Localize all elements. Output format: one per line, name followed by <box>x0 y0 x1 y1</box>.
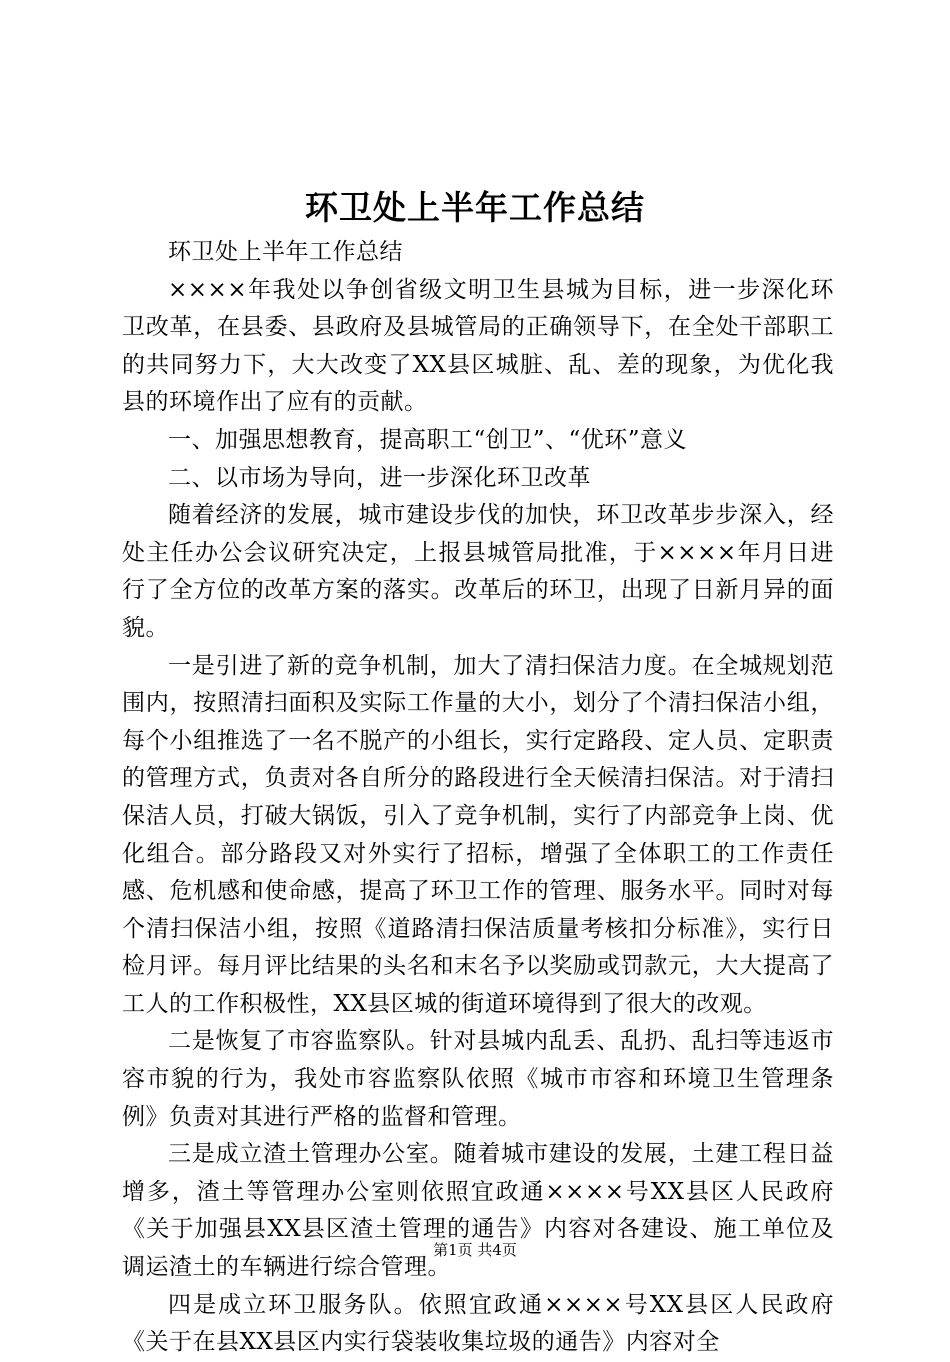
paragraph-item-3: 三是成立渣土管理办公室。随着城市建设的发展，土建工程日益增多，渣土等管理办公室则依照宜政通××××号XX县区人民政府《关于加强县XX县区渣土管理的通告》内容对各建设、施工单位及调运渣土的车辆进行综合管理。 <box>122 1141 834 1281</box>
page-footer: 第1页 共4页 <box>433 1241 517 1259</box>
paragraph-item-1: 一是引进了新的竞争机制，加大了清扫保洁力度。在全城规划范围内，按照清扫面积及实际工作量的大小，划分了个清扫保洁小组，每个小组推选了一名不脱产的小组长，实行定路段、定人员、定职责的管理方式，负责对各自所分的路段进行全天候清扫保洁。对于清扫保洁人员，打破大锅饭，引入了竞争机制，实行了内部竞争上岗、优化组合。部分路段又对外实行了招标，增强了全体职工的工作责任感、危机感和使命感，提高了环卫工作的管理、服务水平。同时对每个清扫保洁小组，按照《道路清扫保洁质量考核扣分标准》，实行日检月评。每月评比结果的头名和末名予以奖励或罚款元，大大提高了工人的工作积极性，XX县区城的街道环境得到了很大的改观。 <box>122 652 834 1017</box>
document-title: 环卫处上半年工作总结 <box>305 188 645 227</box>
paragraph-reform: 随着经济的发展，城市建设步伐的加快，环卫改革步步深入，经处主任办公会议研究决定，上报县城管局批准，于××××年月日进行了全方位的改革方案的落实。改革后的环卫，出现了日新月异的面貌。 <box>122 502 834 641</box>
document-body <box>122 234 834 1362</box>
paragraph-item-4: 四是成立环卫服务队。依照宜政通××××号XX县区人民政府《关于在县XX县区内实行袋装收集垃圾的通告》内容对全 <box>122 1291 834 1356</box>
paragraph-subtitle: 环卫处上半年工作总结 <box>168 239 403 265</box>
section-heading-1: 一、加强思想教育，提高职工“创卫”、“优环”意义 <box>168 426 688 453</box>
section-heading-2: 二、以市场为导向，进一步深化环卫改革 <box>168 464 591 491</box>
paragraph-intro: ××××年我处以争创省级文明卫生县城为目标，进一步深化环卫改革，在县委、县政府及县城管局的正确领导下，在全处干部职工的共同努力下，大大改变了XX县区城脏、乱、差的现象，为优化我县的环境作出了应有的贡献。 <box>122 276 834 416</box>
paragraph-item-2: 二是恢复了市容监察队。针对县城内乱丢、乱扔、乱扫等违返市容市貌的行为，我处市容监察队依照《城市市容和环境卫生管理条例》负责对其进行严格的监督和管理。 <box>122 1028 834 1130</box>
